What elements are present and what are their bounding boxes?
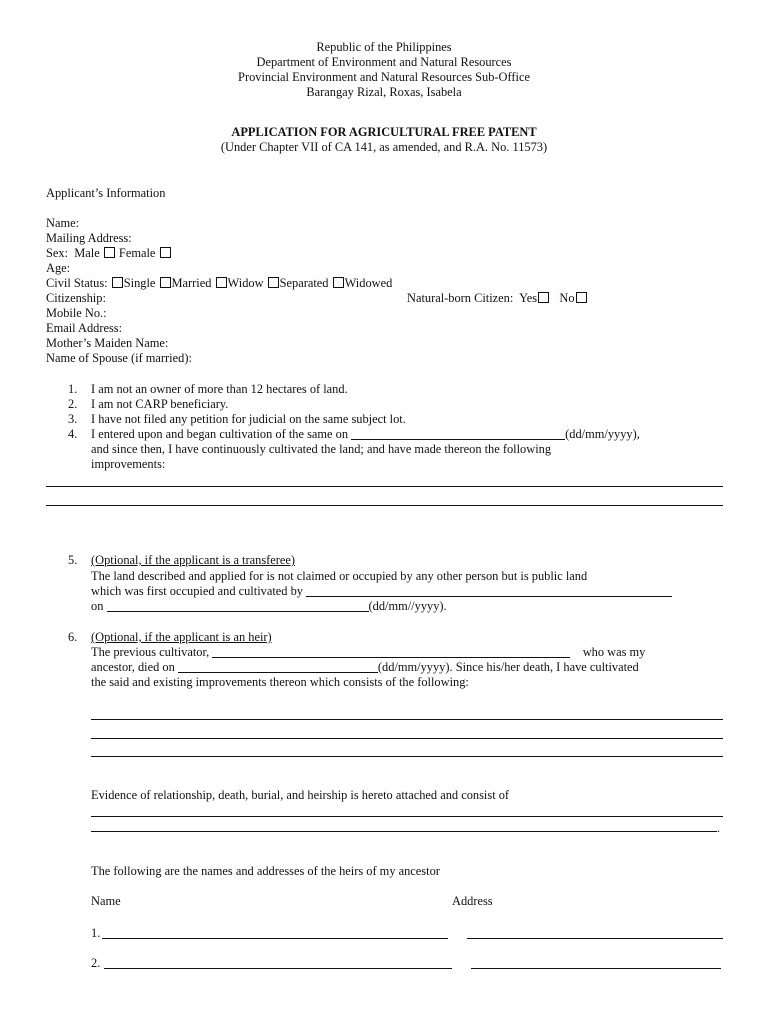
heir-2-address-field[interactable]: [471, 968, 721, 969]
header-penro: Provincial Environment and Natural Resources Sub-Office: [238, 70, 530, 84]
heirs-address-header: Address: [452, 894, 493, 908]
sex-row: [46, 246, 172, 261]
cultivation-date-field[interactable]: [351, 428, 565, 440]
email-label: Email Address:: [46, 321, 123, 335]
heirs-text: The following are the names and addresses of the heirs of my ancestor: [91, 864, 440, 878]
header-republic: Republic of the Philippines: [316, 40, 452, 54]
item-3-text: I have not filed any petition for judicial on the same subject lot.: [91, 412, 406, 426]
male-checkbox[interactable]: [104, 247, 115, 258]
female-label: Female: [118, 246, 156, 260]
heir-improvements-line-3[interactable]: [91, 756, 723, 757]
item-6-line-c: [91, 660, 639, 675]
citizenship-label: Citizenship:: [46, 291, 106, 305]
male-label: Male: [74, 246, 100, 260]
form-subtitle: (Under Chapter VII of CA 141, as amended, and R.A. No. 11573): [220, 140, 548, 154]
heir-improvements-line-2[interactable]: [91, 738, 723, 739]
item-6-text-b: who was my: [582, 645, 646, 659]
heir-improvements-line-1[interactable]: [91, 719, 723, 720]
female-checkbox[interactable]: [160, 247, 171, 258]
first-cultivator-field[interactable]: [306, 585, 672, 597]
married-checkbox[interactable]: [160, 277, 171, 288]
spouse-label: Name of Spouse (if married):: [46, 351, 192, 365]
item-3-number: 3.: [68, 412, 78, 426]
heir-1-address-field[interactable]: [467, 938, 723, 939]
header-department: Department of Environment and Natural Resources: [256, 55, 512, 69]
item-6-text-e: the said and existing improvements thereon which consists of the following:: [91, 675, 469, 689]
widow-checkbox[interactable]: [216, 277, 227, 288]
item-6-title: (Optional, if the applicant is an heir): [91, 630, 272, 644]
first-cultivation-date-field[interactable]: [107, 600, 369, 612]
form-title: APPLICATION FOR AGRICULTURAL FREE PATENT: [231, 125, 537, 139]
item-6-line-a: [91, 645, 645, 660]
mobile-label: Mobile No.:: [46, 306, 107, 320]
item-6-number: 6.: [68, 630, 78, 644]
natural-born-label: Natural-born Citizen:: [407, 291, 514, 305]
improvements-line-2[interactable]: [46, 505, 723, 506]
item-5-line-b: [91, 584, 672, 599]
item-4-date-format: (dd/mm/yyyy),: [565, 427, 640, 441]
item-5-date-format: (dd/mm//yyyy).: [368, 599, 447, 613]
heirs-name-header: Name: [91, 894, 121, 908]
item-4-number: 4.: [68, 427, 78, 441]
heir-1-name-field[interactable]: [102, 938, 448, 939]
single-label: Single: [123, 276, 156, 290]
widowed-label: Widowed: [344, 276, 393, 290]
married-label: Married: [171, 276, 212, 290]
item-5-number: 5.: [68, 553, 78, 567]
single-checkbox[interactable]: [112, 277, 123, 288]
natural-born-row: [407, 291, 588, 306]
item-5-line-c: [91, 599, 447, 614]
evidence-period: .: [717, 821, 721, 835]
item-6-text-a: The previous cultivator,: [91, 645, 210, 659]
name-label: Name:: [46, 216, 80, 230]
widowed-checkbox[interactable]: [333, 277, 344, 288]
item-5-text-c: on: [91, 599, 104, 613]
widow-label: Widow: [227, 276, 264, 290]
evidence-text: Evidence of relationship, death, burial, and heirship is hereto attached and consist of: [91, 788, 510, 802]
item-4-text-a: I entered upon and began cultivation of the same on: [91, 427, 349, 441]
no-checkbox[interactable]: [576, 292, 587, 303]
evidence-line-1[interactable]: [91, 816, 723, 817]
item-5-text-a: The land described and applied for is not claimed or occupied by any other person but is public land: [91, 569, 588, 583]
item-5-title: (Optional, if the applicant is a transferee): [91, 553, 296, 567]
mailing-address-label: Mailing Address:: [46, 231, 132, 245]
previous-cultivator-field[interactable]: [212, 646, 570, 658]
item-6-text-c: ancestor, died on: [91, 660, 175, 674]
heir-2-name-field[interactable]: [104, 968, 452, 969]
heir-2-number: 2.: [91, 956, 101, 970]
improvements-line-1[interactable]: [46, 486, 723, 487]
item-2-number: 2.: [68, 397, 78, 411]
civil-status-row: [46, 276, 392, 291]
yes-label: Yes: [519, 291, 538, 305]
evidence-line-2[interactable]: [91, 831, 717, 832]
item-4-text-d: improvements:: [91, 457, 166, 471]
no-label: No: [559, 291, 575, 305]
yes-checkbox[interactable]: [538, 292, 549, 303]
item-4-line-1: [91, 427, 640, 442]
ancestor-death-date-field[interactable]: [178, 661, 378, 673]
applicant-heading: Applicant’s Information: [46, 186, 166, 200]
age-label: Age:: [46, 261, 71, 275]
separated-checkbox[interactable]: [268, 277, 279, 288]
civil-status-label: Civil Status:: [46, 276, 108, 290]
sex-label: Sex:: [46, 246, 69, 260]
separated-label: Separated: [279, 276, 329, 290]
maiden-name-label: Mother’s Maiden Name:: [46, 336, 169, 350]
header-address: Barangay Rizal, Roxas, Isabela: [306, 85, 462, 99]
item-4-text-c: and since then, I have continuously cultivated the land; and have made thereon the following: [91, 442, 552, 456]
item-6-text-d: (dd/mm/yyyy). Since his/her death, I have cultivated: [377, 660, 639, 674]
item-2-text: I am not CARP beneficiary.: [91, 397, 229, 411]
heir-1-number: 1.: [91, 926, 101, 940]
item-5-text-b: which was first occupied and cultivated by: [91, 584, 303, 598]
item-1-text: I am not an owner of more than 12 hectares of land.: [91, 382, 348, 396]
item-1-number: 1.: [68, 382, 78, 396]
